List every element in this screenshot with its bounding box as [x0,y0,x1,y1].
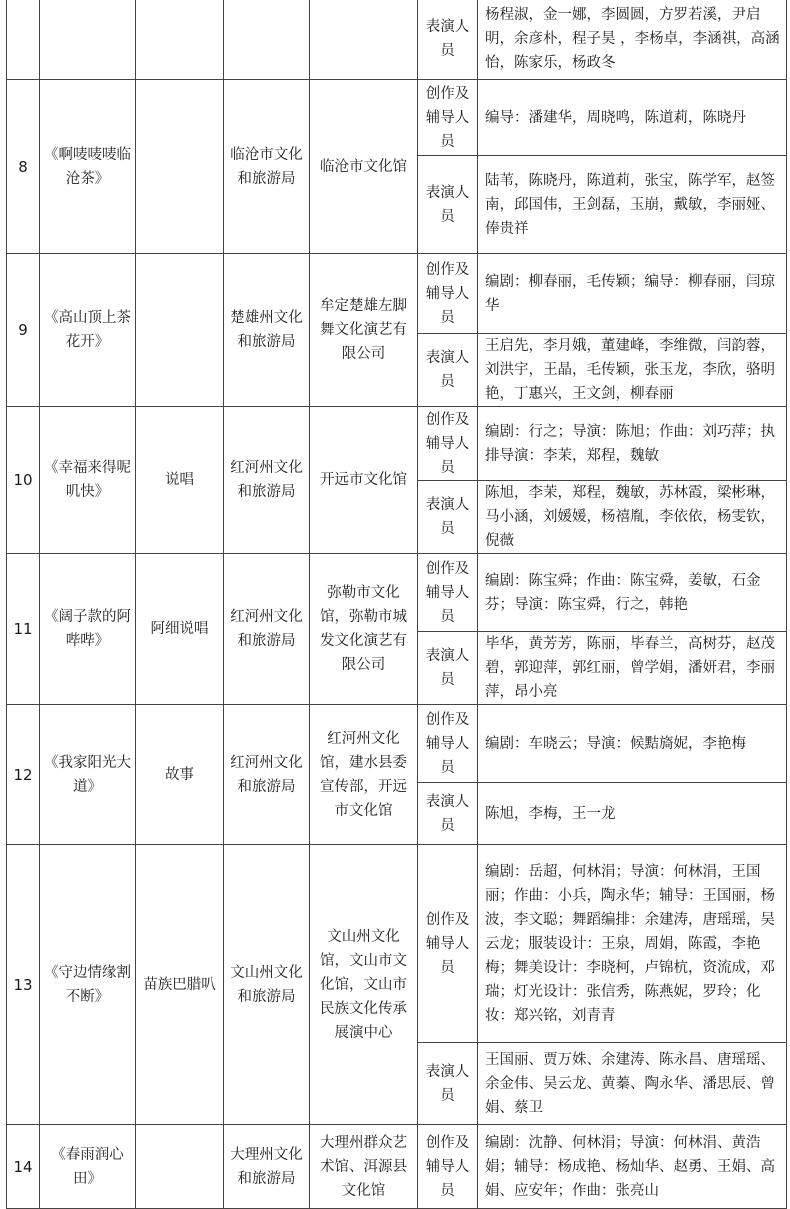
producing-unit: 临沧市文化馆 [310,80,418,254]
table-row [7,0,787,80]
program-title [40,0,136,80]
performers-list: 王国丽、贾万姝、余建涛、陈永昌、唐瑶瑶、余金伟、吴云龙、黄蓁、陶永华、潘思辰、曾娟、蔡卫 [478,1043,787,1125]
table-row [7,407,787,481]
role-performers: 表演人员 [418,632,478,705]
role-performers: 表演人员 [418,0,478,80]
program-genre: 故事 [136,705,224,845]
program-table [6,0,787,1209]
creative-staff-list: 编剧：车晓云；导演：候黠旖妮，李艳梅 [478,705,787,783]
table-row [7,1125,787,1209]
role-creative: 创作及辅导人员 [418,254,478,334]
performers-list: 杨程淑，金一娜，李圆圆，方罗若溪，尹启明，余彦朴，程子昊 ，李杨卓，李涵祺，高涵怡，陈家乐，杨政冬 [478,0,787,80]
recommending-unit: 文山州文化和旅游局 [224,845,310,1125]
program-genre [136,254,224,407]
role-performers: 表演人员 [418,1043,478,1125]
creative-staff-list: 编剧：岳超，何林涓；导演：何林涓，王国丽；作曲：小兵，陶永华；辅导：王国丽，杨波，李文聪；舞蹈编排：余建涛，唐瑶瑶，吴云龙；服装设计：王泉，周娟，陈霞，李艳梅；舞美设计：李晓柯，卢锦杭，资流成，邓瑞；灯光设计：张信秀，陈燕妮，罗玲；化妆：郑兴铭，刘青青 [478,845,787,1043]
program-genre: 阿细说唱 [136,554,224,705]
creative-staff-list: 编导：潘建华，周晓鸣，陈道莉，陈晓丹 [478,80,787,156]
producing-unit: 文山州文化馆，文山市文化馆，文山市民族文化传承展演中心 [310,845,418,1125]
program-genre [136,1125,224,1209]
producing-unit: 牟定楚雄左脚舞文化演艺有限公司 [310,254,418,407]
table-row [7,80,787,156]
performers-list: 陆苇，陈晓丹，陈道莉，张宝，陈学军，赵签南，邱国伟，王剑磊，玉崩，戴敏，李丽娅、俸贵祥 [478,156,787,254]
role-creative: 创作及辅导人员 [418,407,478,481]
row-number [7,0,40,80]
table-row [7,845,787,1043]
role-creative: 创作及辅导人员 [418,80,478,156]
performers-list: 王启先，李月娥，董建峰，李维微，闫韵蓉，刘洪宇，王晶，毛传颖，张玉龙，李欣，骆明艳，丁惠兴，王文剑，柳春丽 [478,334,787,407]
creative-staff-list: 编剧：陈宝舜；作曲：陈宝舜，姜敏，石金芬；导演：陈宝舜，行之，韩艳 [478,554,787,632]
role-creative: 创作及辅导人员 [418,845,478,1043]
performers-list: 陈旭，李茉，郑程，魏敏，苏林霞，梁彬琳，马小涵，刘媛媛，杨禧胤，李依依，杨雯钦，倪薇 [478,481,787,554]
program-genre: 说唱 [136,407,224,554]
role-performers: 表演人员 [418,156,478,254]
program-title: 《春雨润心田》 [40,1125,136,1209]
performers-list: 毕华，黄芳芳，陈丽，毕春兰，高树芬，赵茂碧，郭迎萍，郭红丽，曾学娟，潘妍君，李丽萍，昂小亮 [478,632,787,705]
program-title: 《守边情缘割不断》 [40,845,136,1125]
producing-unit: 红河州文化馆，建水县委宣传部，开远市文化馆 [310,705,418,845]
recommending-unit [224,0,310,80]
role-creative: 创作及辅导人员 [418,554,478,632]
role-performers: 表演人员 [418,334,478,407]
program-genre: 苗族巴腊叭 [136,845,224,1125]
creative-staff-list: 编剧：行之；导演：陈旭；作曲：刘巧萍；执排导演：李茉，郑程，魏敏 [478,407,787,481]
creative-staff-list: 编剧：沈静、何林涓；导演：何林涓、黄浩娟；辅导：杨成艳、杨灿华、赵勇、王娟、高娟、应安年；作曲：张亮山 [478,1125,787,1209]
recommending-unit: 楚雄州文化和旅游局 [224,254,310,407]
program-genre [136,0,224,80]
program-title: 《我家阳光大道》 [40,705,136,845]
recommending-unit: 大理州文化和旅游局 [224,1125,310,1209]
row-number: 10 [7,407,40,554]
performers-list: 陈旭，李梅，王一龙 [478,783,787,845]
program-title: 《阔子款的阿哔哔》 [40,554,136,705]
program-title: 《啊唛唛唛临沧茶》 [40,80,136,254]
row-number: 14 [7,1125,40,1209]
program-title: 《高山顶上茶花开》 [40,254,136,407]
row-number: 11 [7,554,40,705]
row-number: 9 [7,254,40,407]
table-row [7,254,787,334]
role-creative: 创作及辅导人员 [418,1125,478,1209]
role-creative: 创作及辅导人员 [418,705,478,783]
table-row [7,554,787,632]
producing-unit: 弥勒市文化馆，弥勒市城发文化演艺有限公司 [310,554,418,705]
producing-unit [310,0,418,80]
program-title: 《幸福来得呢叽快》 [40,407,136,554]
recommending-unit: 红河州文化和旅游局 [224,407,310,554]
table-row [7,705,787,783]
role-performers: 表演人员 [418,481,478,554]
row-number: 12 [7,705,40,845]
row-number: 8 [7,80,40,254]
producing-unit: 大理州群众艺术馆、洱源县文化馆 [310,1125,418,1209]
recommending-unit: 临沧市文化和旅游局 [224,80,310,254]
role-performers: 表演人员 [418,783,478,845]
row-number: 13 [7,845,40,1125]
producing-unit: 开远市文化馆 [310,407,418,554]
program-genre [136,80,224,254]
creative-staff-list: 编剧：柳春丽，毛传颖；编导：柳春丽，闫琼华 [478,254,787,334]
recommending-unit: 红河州文化和旅游局 [224,705,310,845]
recommending-unit: 红河州文化和旅游局 [224,554,310,705]
